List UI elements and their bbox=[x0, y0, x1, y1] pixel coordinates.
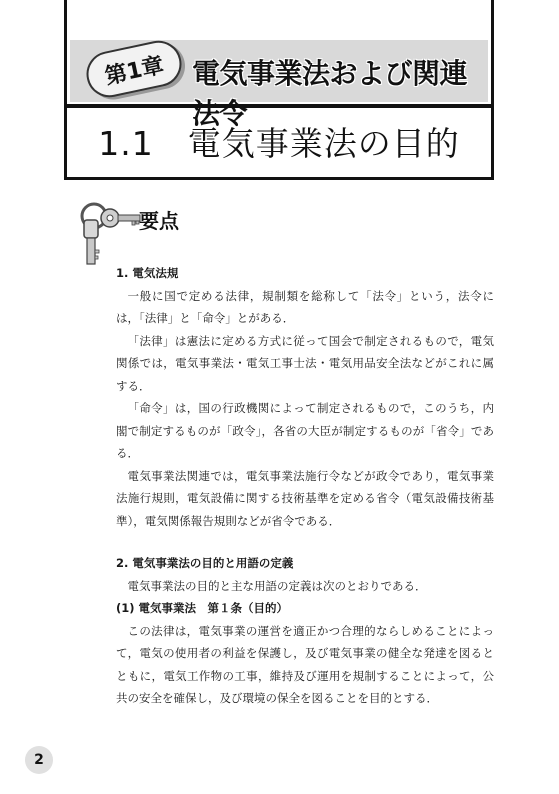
paragraph: 電気事業法の目的と主な用語の定義は次のとおりである． bbox=[127, 578, 427, 593]
subsection-heading: (1) 電気事業法 第１条（目的） bbox=[116, 601, 289, 615]
section-heading: 2. 電気事業法の目的と用語の定義 bbox=[116, 556, 294, 570]
header-divider bbox=[67, 104, 491, 108]
paragraph: 「法律」は憲法に定める方式に従って国会で制定されるもので，電気関係では，電気事業法・電気工事士法・電気用品安全法などがこれに属する． bbox=[116, 333, 494, 393]
section-title: 1.1 電気事業法の目的 bbox=[98, 124, 460, 163]
page-number: 2 bbox=[25, 746, 53, 774]
body-text bbox=[116, 262, 494, 710]
chapter-band bbox=[70, 40, 488, 130]
chapter-header bbox=[64, 0, 494, 180]
chapter-title: 電気事業法および関連法令 bbox=[192, 57, 468, 130]
paragraph: 「命令」は，国の行政機関によって制定されるもので，このうち，内閣で制定するものが「政令」，各省の大臣が制定するものが「省令」である． bbox=[116, 401, 494, 460]
paragraph: 電気事業法関連では，電気事業法施行令などが政令であり，電気事業法施行規則，電気設備に関する技術基準を定める省令（電気設備技術基準），電気関係報告規則などが省令である． bbox=[116, 468, 494, 528]
section-heading: 1. 電気法規 bbox=[116, 266, 179, 280]
paragraph: 一般に国で定める法律，規制類を総称して「法令」という，法令には，「法律」と「命令」とがある． bbox=[116, 288, 494, 325]
chapter-badge: 第1章 bbox=[82, 37, 185, 102]
paragraph: この法律は，電気事業の運営を適正かつ合理的ならしめることによって，電気の使用者の利益を保護し，及び電気事業の健全な発達を図るとともに，電気工作物の工事，維持及び運用を規制することによって，公共の安全を確保し，及び環境の保全を図ることを目的とする． bbox=[116, 623, 494, 705]
keypoint-label: 要点 bbox=[139, 209, 179, 233]
